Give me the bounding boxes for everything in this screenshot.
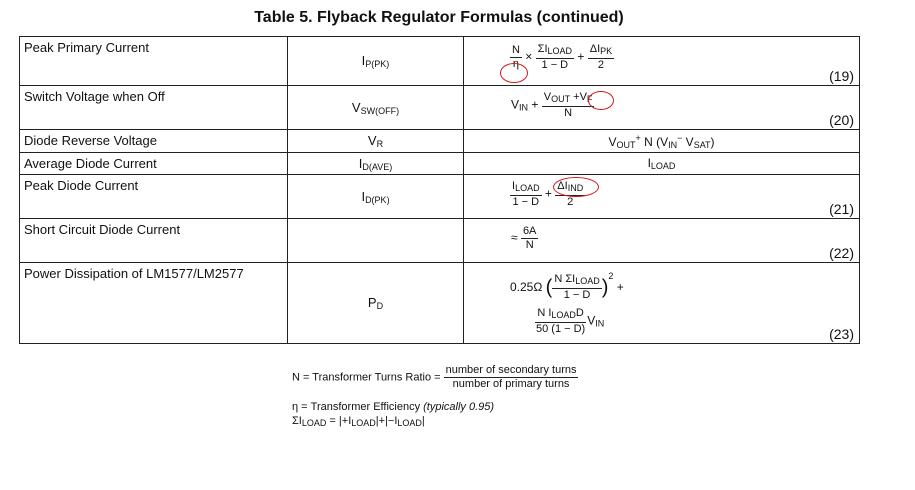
row-description: Peak Primary Current (20, 37, 288, 86)
equation-number: (22) (829, 245, 854, 261)
formula-21: $\frac{I_{LOAD}}{1 - D}$ + $\frac{\Delta I_{IND}}{2}$ (512, 180, 584, 208)
handwritten-circle-annotation (588, 91, 614, 110)
handwritten-circle-annotation (500, 63, 528, 83)
formula-iload: $I_{LOAD}$ (464, 153, 860, 175)
formula-23-line2: $\frac{N I_{LOAD}D}{50 (1 - D)}$ $V_{IN}$ (536, 307, 605, 335)
row-description: Power Dissipation of LM1577/LM2577 (20, 263, 288, 344)
formula-22: ≈ $\frac{6A}{N}$ (511, 225, 537, 251)
sigma-load-definition: $\Sigma I_{LOAD} = |+I_{LOAD}|+|-I_{LOAD}|$ (292, 415, 425, 428)
formula-vr: $V_{OUT}^+$ N ($V_{IN}^-$ $V_{SAT}$) (464, 130, 860, 153)
formula-20: $V_{IN}$ + $\frac{V_{OUT} +V_F}{N}$ (511, 91, 593, 119)
row-symbol: $I_{P(PK)}$ (288, 37, 464, 86)
formula-19: $\frac{N}{\eta}$ × $\frac{\Sigma I_{LOAD}}{1 - D}$ + $\frac{\Delta I_{PK}}{2}$ (512, 43, 613, 71)
formula-cell (464, 175, 860, 219)
formula-table (19, 36, 860, 344)
table-row (20, 37, 860, 86)
table-row (20, 153, 860, 175)
table-row (20, 175, 860, 219)
row-description: Short Circuit Diode Current (20, 219, 288, 263)
row-symbol: $V_{SW(OFF)}$ (288, 86, 464, 130)
formula-cell (464, 219, 860, 263)
row-symbol: $V_R$ (288, 130, 464, 153)
table-title: Table 5. Flyback Regulator Formulas (continued) (254, 9, 624, 26)
row-symbol (288, 219, 464, 263)
formula-cell (464, 263, 860, 344)
turns-ratio-definition: N = Transformer Turns Ratio = $\frac{\text{number of secondary turns}}{\text{number of primary turns}}$ (292, 364, 577, 390)
table-row (20, 86, 860, 130)
equation-number: (23) (829, 326, 854, 342)
row-description: Peak Diode Current (20, 175, 288, 219)
row-description: Average Diode Current (20, 153, 288, 175)
row-symbol: $I_{D(AVE)}$ (288, 153, 464, 175)
handwritten-circle-annotation (553, 177, 599, 197)
table-row (20, 130, 860, 153)
row-description: Switch Voltage when Off (20, 86, 288, 130)
formula-23-line1: 0.25Ω ( $\frac{N \Sigma I_{LOAD}}{1 - D}$ )$^2$ + (510, 271, 624, 302)
equation-number: (20) (829, 112, 854, 128)
row-description: Diode Reverse Voltage (20, 130, 288, 153)
equation-number: (21) (829, 201, 854, 217)
row-symbol: $I_{D(PK)}$ (288, 175, 464, 219)
formula-cell (464, 37, 860, 86)
formula-cell (464, 86, 860, 130)
table-row (20, 219, 860, 263)
table-row (20, 263, 860, 344)
efficiency-definition: η = Transformer Efficiency (typically 0.95) (292, 401, 495, 413)
row-symbol: $P_D$ (288, 263, 464, 344)
equation-number: (19) (829, 68, 854, 84)
